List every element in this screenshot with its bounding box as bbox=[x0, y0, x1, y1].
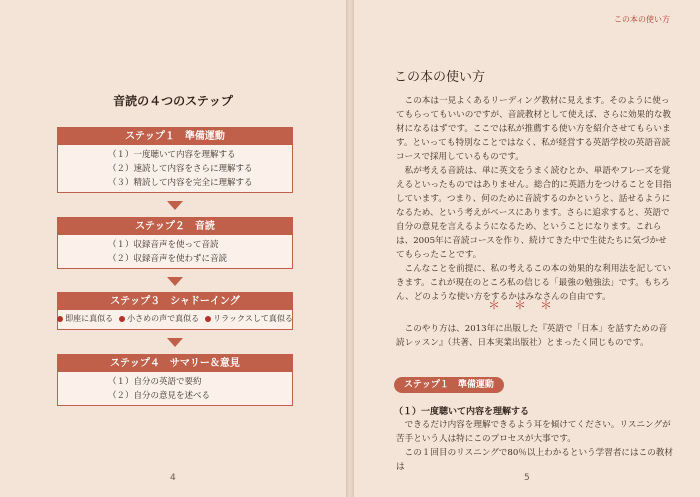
step-text bbox=[396, 418, 674, 474]
step-4-box bbox=[57, 354, 293, 406]
step-3-head: ステップ３ シャドーイング bbox=[58, 293, 292, 310]
step-2-head: ステップ２ 音読 bbox=[58, 218, 292, 235]
step-1-head: ステップ１ 準備運動 bbox=[58, 128, 292, 145]
left-page bbox=[0, 0, 346, 497]
step-2-box bbox=[57, 217, 293, 269]
step-2-line-1: （１）収録音声を使って音読 bbox=[108, 240, 219, 250]
down-arrow-icon bbox=[167, 201, 183, 210]
paragraph: この本は一見よくあるリーディング教材に見えます。そのように使ってもらってもいいのですが、音読教材として使えば、さらに効果的な教材になるはずです。ここでは私が推薦する使い方を紹介させてもらいます。といっても特別なことではなく、私が経営する英語学校の英語音読コースで採用しているものです。 bbox=[396, 96, 672, 162]
paragraph: このやり方は、2013年に出版した『英語で「日本」を話すための音読レッスン』（共著、日本実業出版社）とまったく同じものです。 bbox=[396, 324, 668, 348]
paragraph: この１回目のリスニングで80％以上わかるという学習者にはこの教材は bbox=[396, 448, 673, 472]
book-gutter bbox=[346, 0, 354, 497]
step-3-box bbox=[57, 292, 293, 330]
running-head: この本の使い方 bbox=[614, 15, 670, 24]
section-stars: ＊＊＊ bbox=[487, 298, 566, 312]
step-1-line-2: （２）速読して内容をさらに理解する bbox=[108, 164, 253, 174]
diagram-title: 音読の４つのステップ bbox=[113, 94, 233, 108]
paragraph: できるだけ内容を理解できるよう耳を傾けてください。リスニングが苦手という人は特にこのプロセスが大事です。 bbox=[396, 420, 671, 444]
page-title: この本の使い方 bbox=[394, 70, 486, 85]
right-page bbox=[354, 0, 700, 497]
step-1-line-1: （１）一度聴いて内容を理解する bbox=[108, 150, 236, 160]
step-4-head: ステップ４ サマリー＆意見 bbox=[58, 355, 292, 372]
step-2-line-2: （２）収録音声を使わずに音読 bbox=[108, 254, 228, 264]
step-4-line-2: （２）自分の意見を述べる bbox=[108, 391, 211, 401]
paragraph: こんなことを前提に、私の考えるこの本の効果的な利用法を記していきます。これが現在のところ私の信じる「最強の勉強法」です。もちろん、どのような使い方をするかはみなさんの自由です。 bbox=[396, 264, 672, 302]
step-1-box bbox=[57, 127, 293, 193]
step-4-line-1: （１）自分の英語で要約 bbox=[108, 377, 202, 387]
subheading: （１）一度聴いて内容を理解する bbox=[394, 407, 530, 417]
down-arrow-icon bbox=[167, 338, 183, 347]
method-text bbox=[396, 322, 674, 350]
page-number-right: 5 bbox=[524, 473, 530, 483]
page-number-left: 4 bbox=[170, 473, 176, 483]
step-3-bullet-1: 即座に真似る bbox=[57, 312, 113, 326]
bullet-dot-icon bbox=[57, 316, 63, 322]
step-3-bullet-3: リラックスして真似る bbox=[205, 312, 293, 326]
step-1-badge: ステップ１ 準備運動 bbox=[394, 377, 504, 393]
intro-text bbox=[396, 94, 674, 304]
bullet-dot-icon bbox=[205, 316, 211, 322]
bullet-dot-icon bbox=[119, 316, 125, 322]
down-arrow-icon bbox=[167, 277, 183, 286]
step-3-bullet-2: 小さめの声で真似る bbox=[119, 312, 199, 326]
paragraph: 私が考える音読は、単に英文をうまく読むとか、単語やフレーズを覚えるといったものではありません。総合的に英語力をつけることを目指しています。つまり、何のために音読するのかというと、話せるようになるため、という考えがベースにあります。さらに追求すると、英語で自分の意見を言えるようになるため、ということになります。これらは、2005年に音読コースを作り、続けてきた中で生徒たちに気づかせてもらったことです。 bbox=[396, 166, 672, 260]
step-1-line-3: （３）精読して内容を完全に理解する bbox=[108, 178, 253, 188]
